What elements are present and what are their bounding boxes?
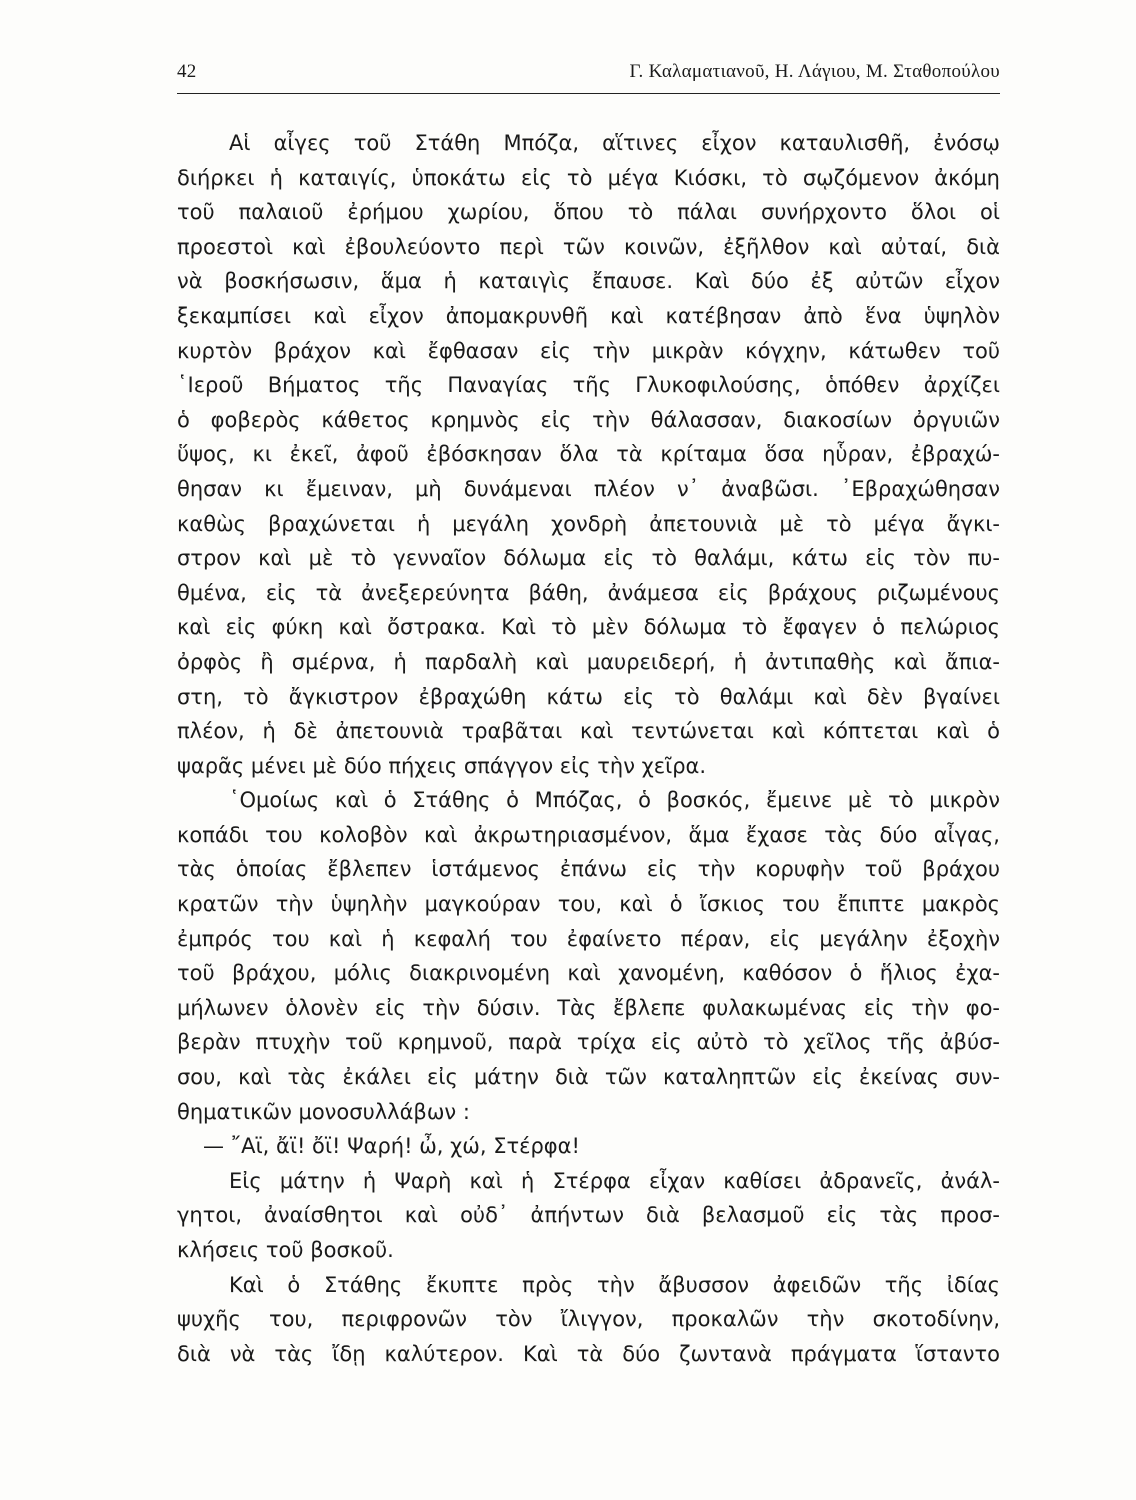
text-line: Αἱ αἶγες τοῦ Στάθη Μπόζα, αἵτινες εἶχον καταυλισθῆ, ἐνόσῳ [229, 131, 1000, 155]
text-line: γητοι, ἀναίσθητοι καὶ οὐδ᾽ ἀπήντων διὰ βελασμοῦ εἰς τὰς προσ- [177, 1203, 1000, 1228]
text-line: τὰς ὁποίας ἔβλεπεν ἱστάμενος ἐπάνω εἰς τὴν κορυφὴν τοῦ βράχου [177, 857, 1000, 882]
text-line: ξεκαμπίσει καὶ εἶχον ἀπομακρυνθῆ καὶ κατέβησαν ἀπὸ ἕνα ὑψηλὸν [177, 303, 1000, 328]
text-line: σου, καὶ τὰς ἐκάλει εἰς μάτην διὰ τῶν καταληπτῶν εἰς ἐκείνας συν- [177, 1065, 1000, 1090]
text-line: κλήσεις τοῦ βοσκοῦ. [177, 1238, 394, 1262]
text-line: ὁ φοβερὸς κάθετος κρημνὸς εἰς τὴν θάλασσαν, διακοσίων ὀργυιῶν [177, 407, 1000, 432]
text-line: βερὰν πτυχὴν τοῦ κρημνοῦ, παρὰ τρίχα εἰς αὐτὸ τὸ χεῖλος τῆς ἀβύσ- [177, 1030, 1000, 1055]
text-line: κρατῶν τὴν ὑψηλὴν μαγκούραν του, καὶ ὁ ἴσκιος του ἔπιπτε μακρὸς [177, 892, 1000, 917]
header-rule [177, 93, 1000, 94]
text-line: καθὼς βραχώνεται ἡ μεγάλη χονδρὴ ἀπετουνιὰ μὲ τὸ μέγα ἄγκι- [177, 511, 1000, 536]
text-line: τοῦ παλαιοῦ ἐρήμου χωρίου, ὅπου τὸ πάλαι συνήρχοντο ὅλοι οἱ [177, 200, 1000, 225]
running-head [177, 58, 1000, 88]
text-line: ἐμπρός του καὶ ἡ κεφαλή του ἐφαίνετο πέραν, εἰς μεγάλην ἐξοχὴν [177, 926, 1000, 951]
text-line: μήλωνεν ὁλονὲν εἰς τὴν δύσιν. Τὰς ἔβλεπε φυλακωμένας εἰς τὴν φο- [177, 995, 1000, 1020]
text-line: κοπάδι του κολοβὸν καὶ ἀκρωτηριασμένον, ἅμα ἔχασε τὰς δύο αἶγας, [177, 822, 1000, 847]
text-line: στη, τὸ ἄγκιστρον ἐβραχώθη κάτω εἰς τὸ θαλάμι καὶ δὲν βγαίνει [177, 684, 1000, 709]
text-line: στρον καὶ μὲ τὸ γενναῖον δόλωμα εἰς τὸ θαλάμι, κάτω εἰς τὸν πυ- [177, 546, 1000, 571]
text-line: Εἰς μάτην ἡ Ψαρὴ καὶ ἡ Στέρφα εἶχαν καθίσει ἀδρανεῖς, ἀνάλ- [229, 1168, 1000, 1193]
text-line: καὶ εἰς φύκη καὶ ὄστρακα. Καὶ τὸ μὲν δόλωμα τὸ ἔφαγεν ὁ πελώριος [177, 615, 1000, 640]
page-number: 42 [177, 61, 197, 82]
body-text [177, 126, 1000, 1371]
text-line: ψαρᾶς μένει μὲ δύο πήχεις σπάγγον εἰς τὴν χεῖρα. [177, 753, 707, 778]
text-line: τοῦ βράχου, μόλις διακρινομένη καὶ χανομένη, καθόσον ὁ ἥλιος ἐχα- [177, 961, 1000, 986]
text-line: διήρκει ἡ καταιγίς, ὑποκάτω εἰς τὸ μέγα Κιόσκι, τὸ σῳζόμενον ἀκόμη [177, 165, 1000, 190]
text-line: θηματικῶν μονοσυλλάβων : [177, 1099, 470, 1124]
text-line: νὰ βοσκήσωσιν, ἅμα ἡ καταιγὶς ἔπαυσε. Καὶ δύο ἐξ αὐτῶν εἶχον [177, 269, 1000, 294]
text-line: διὰ νὰ τὰς ἴδῃ καλύτερον. Καὶ τὰ δύο ζωντανὰ πράγματα ἵσταντο [177, 1341, 1000, 1366]
text-line: προεστοὶ καὶ ἐβουλεύοντο περὶ τῶν κοινῶν, ἐξῆλθον καὶ αὐταί, διὰ [177, 234, 1000, 259]
text-line: Καὶ ὁ Στάθης ἔκυπτε πρὸς τὴν ἄβυσσον ἀφειδῶν τῆς ἰδίας [229, 1272, 1000, 1297]
text-line: ὀρφὸς ἢ σμέρνα, ἡ παρδαλὴ καὶ μαυρειδερή, ἡ ἀντιπαθὴς καὶ ἄπια- [177, 649, 1000, 674]
text-line: θησαν κι ἔμειναν, μὴ δυνάμεναι πλέον ν᾽ ἀναβῶσι. ᾽Εβραχώθησαν [177, 476, 1000, 501]
text-line: θμένα, εἰς τὰ ἀνεξερεύνητα βάθη, ἀνάμεσα εἰς βράχους ριζωμένους [177, 580, 1000, 605]
dialogue-line: — ῎Αϊ, ἄϊ! ὄϊ! Ψαρή! ὦ, χώ, Στέρφα! [203, 1134, 580, 1159]
text-line: ῾Ιεροῦ Βήματος τῆς Παναγίας τῆς Γλυκοφιλούσης, ὁπόθεν ἀρχίζει [177, 373, 1000, 398]
text-line: ῾Ομοίως καὶ ὁ Στάθης ὁ Μπόζας, ὁ βοσκός, ἔμεινε μὲ τὸ μικρὸν [229, 788, 1000, 813]
running-head-authors: Γ. Καλαματιανοῦ, Η. Λάγιου, Μ. Σταθοπούλου [629, 61, 1000, 82]
text-line: ψυχῆς του, περιφρονῶν τὸν ἴλιγγον, προκαλῶν τὴν σκοτοδίνην, [177, 1307, 1000, 1332]
text-line: κυρτὸν βράχον καὶ ἔφθασαν εἰς τὴν μικρὰν κόγχην, κάτωθεν τοῦ [177, 338, 1000, 363]
text-line: ὕψος, κι ἐκεῖ, ἀφοῦ ἐβόσκησαν ὅλα τὰ κρίταμα ὅσα ηὗραν, ἐβραχώ- [177, 442, 1000, 467]
text-line: πλέον, ἡ δὲ ἀπετουνιὰ τραβᾶται καὶ τεντώνεται καὶ κόπτεται καὶ ὁ [177, 719, 1000, 744]
